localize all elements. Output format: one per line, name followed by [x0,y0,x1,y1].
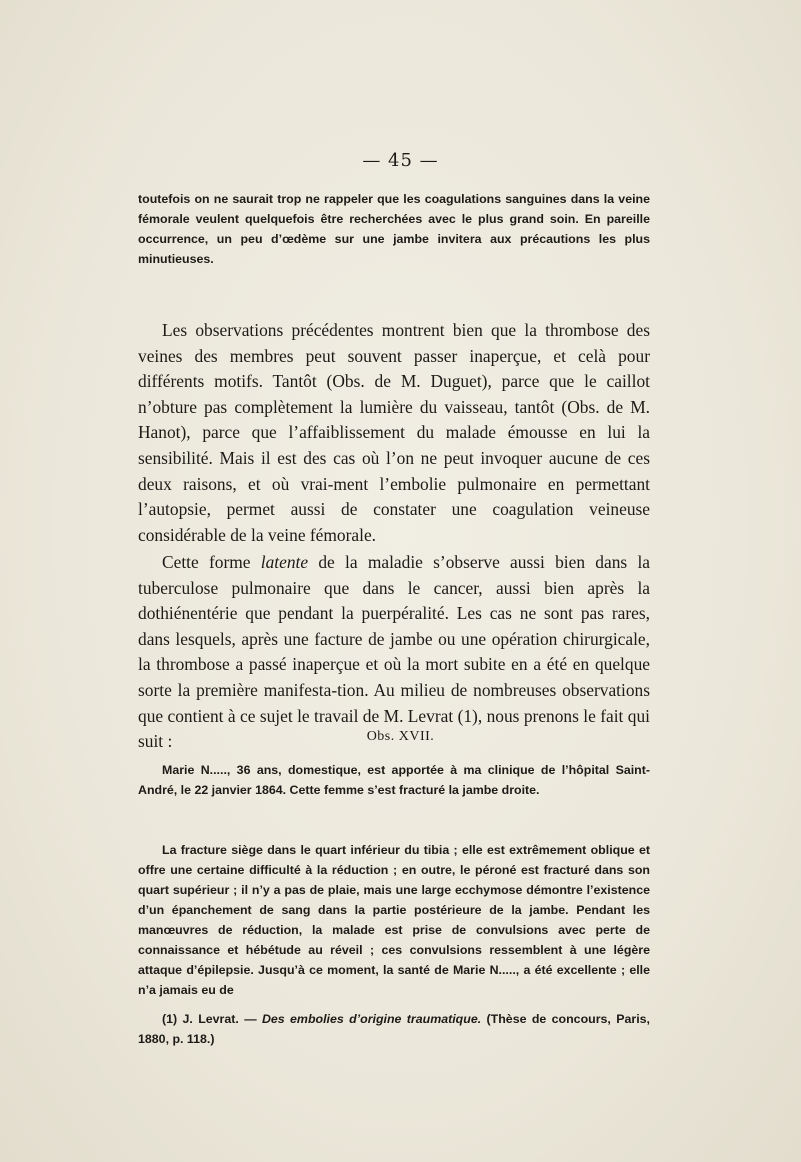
footnote-source: (Thèse de concours, Paris, 1880, p. 118.) [138,1012,650,1046]
footnote-title: Des embolies d’origine traumatique. [261,1012,482,1026]
case-intro-paragraph: Marie N....., 36 ans, domestique, est apportée à ma clinique de l’hôpital Saint-André, le 22 janvier 1864. Cette femme s’est fracturé la jambe droite. [138,763,650,797]
observation-heading: Obs. XVII. [366,729,435,744]
latente-emphasis: latente [260,552,309,572]
page-number: — 45 — [362,150,439,171]
footnote-author: (1) J. Levrat. — [162,1012,262,1026]
latent-form-paragraph [138,550,650,755]
para2-text-after: de la maladie s’observe aussi bien dans la tuberculose pulmonaire que dans le cancer, aussi bien après la dothiénentérie que pendant la puerpéralité. Les cas ne sont pas rares, dans lesquels, après une facture de jambe ou une opération chirurgicale, la thrombose a passé inaperçue et où la mort subite en a été en quelque sorte la première manifesta-tion. Au milieu de nombreuses observations que contient à ce sujet le travail de M. Levrat (1), nous prenons le fait qui suit : [138,552,650,752]
observations-paragraph: Les observations précédentes montrent bien que la thrombose des veines des membres peut souvent passer inaperçue, et celà pour différents motifs. Tantôt (Obs. de M. Duguet), parce que le caillot n’obture pas complètement la lumière du vaisseau, tantôt (Obs. de M. Hanot), parce que l’affaiblissement du malade émousse en lui la sensibilité. Mais il est des cas où l’on ne peut invoquer aucune de ces deux raisons, et où vrai-ment l’embolie pulmonaire en permettant l’autopsie, permet aussi de constater une coagulation veineuse considérable de la veine fémorale. [138,320,650,545]
para2-text-before: Cette forme [162,552,261,572]
intro-paragraph: toutefois on ne saurait trop ne rappeler que les coagulations sanguines dans la veine fémorale veulent quelquefois être recherchées avec le plus grand soin. En pareille occurrence, un peu d’œdème sur une jambe invitera aux précautions les plus minutieuses. [138,192,650,266]
case-details-paragraph: La fracture siège dans le quart inférieur du tibia ; elle est extrêmement oblique et offre une certaine difficulté à la réduction ; en outre, le péroné est fracturé dans son quart supérieur ; il n’y a pas de plaie, mais une large ecchymose démontre l’existence d’un épanchement de sang dans la partie postérieure de la jambe. Pendant les manœuvres de réduction, la malade est prise de convulsions avec perte de connaissance et hébétude au réveil ; ces convulsions ressemblent à une légère attaque d’épilepsie. Jusqu’à ce moment, la santé de Marie N....., a été excellente ; elle n’a jamais eu de [138,843,650,997]
footnote [138,1009,650,1049]
